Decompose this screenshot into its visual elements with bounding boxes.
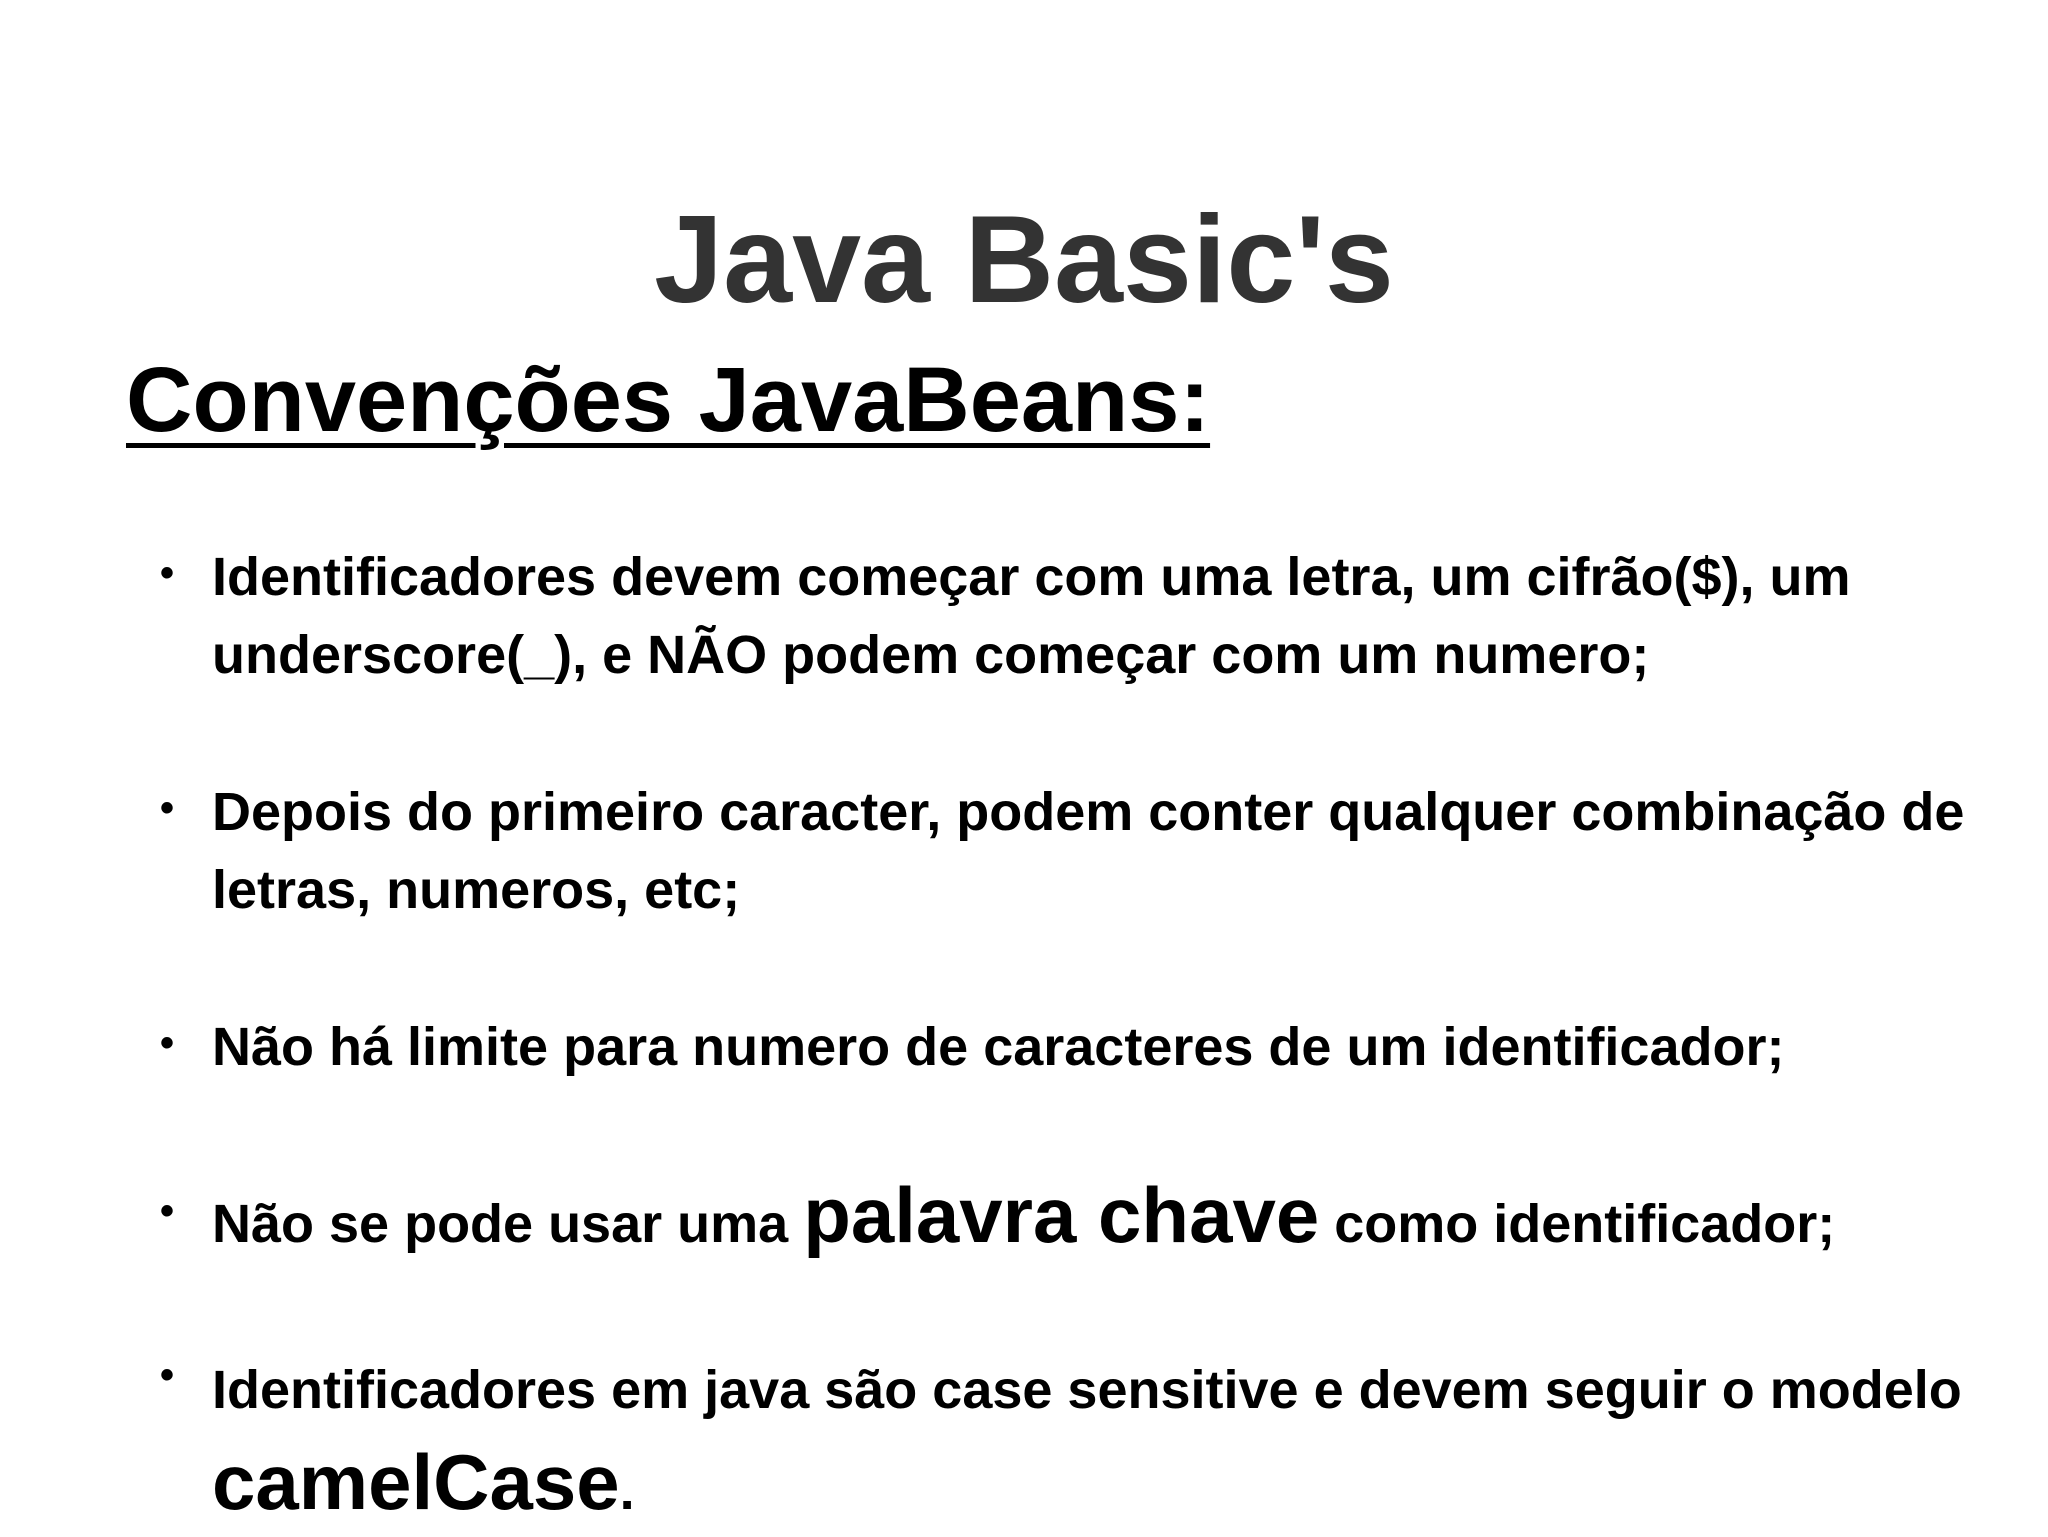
bullet-item	[160, 1344, 2020, 1537]
section-heading: Convenções JavaBeans:	[126, 349, 1211, 451]
bullet-text	[212, 1344, 2020, 1537]
bullet-item	[160, 1008, 2020, 1086]
bullet-icon: •	[160, 1189, 175, 1233]
bullet-icon: •	[160, 1353, 175, 1397]
bullet-icon: •	[160, 551, 175, 595]
keyword-emphasis: palavra chave	[803, 1171, 1320, 1259]
bullet-text: Identificadores devem começar com uma letra, um cifrão($), um underscore(_), e NÃO podem começar com um numero;	[212, 547, 1851, 685]
bullet-icon: •	[160, 786, 175, 830]
keyword-emphasis: camelCase	[212, 1438, 620, 1526]
bullet-text: Não há limite para numero de caracteres de um identificador;	[212, 1017, 1785, 1077]
bullet-text-start: Identificadores em java são case sensitive e devem seguir o modelo	[212, 1360, 1962, 1420]
bullet-text-start: Não se pode usar uma	[212, 1194, 804, 1254]
bullet-item	[160, 773, 2020, 929]
bullet-text: Depois do primeiro caracter, podem conter qualquer combinação de letras, numeros, etc;	[212, 782, 1965, 920]
bullet-item	[160, 1171, 2020, 1263]
slide-title: Java Basic's	[654, 191, 1394, 329]
bullet-icon: •	[160, 1021, 175, 1065]
bullet-item	[160, 538, 2020, 694]
bullet-text-end: .	[619, 1461, 635, 1521]
bullet-text-end: como identificador;	[1319, 1194, 1836, 1254]
bullet-text	[212, 1171, 2020, 1263]
